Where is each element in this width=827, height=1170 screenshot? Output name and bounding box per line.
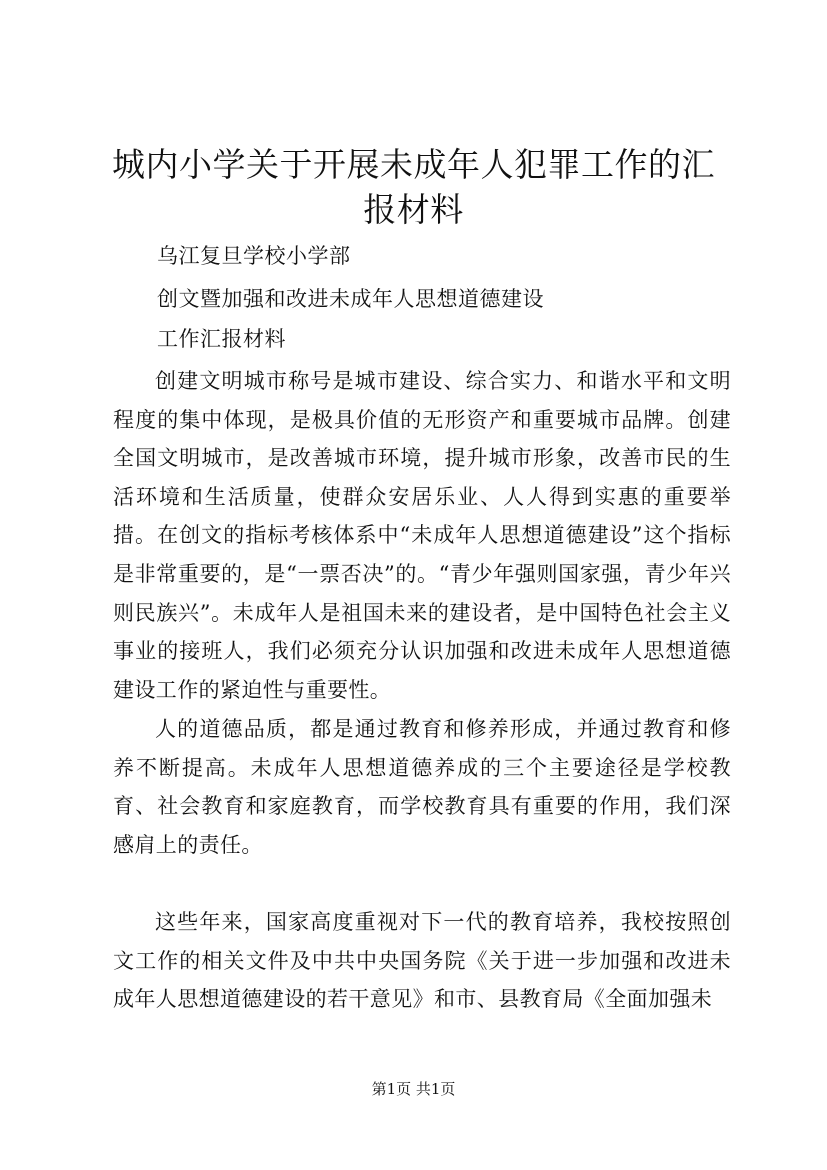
paragraph-3: 这些年来，国家高度重视对下一代的教育培养，我校按照创文工作的相关文件及中共中央国务院《关于进一步加强和改进未成年人思想道德建设的若干意见》和市、县教育局《全面加强未 — [113, 910, 731, 1012]
subtitle-line-1: 创文暨加强和改进未成年人思想道德建设 — [157, 287, 544, 311]
document-title: 城内小学关于开展未成年人犯罪工作的汇报材料 — [112, 145, 715, 229]
subtitle-line-2: 工作汇报材料 — [157, 327, 286, 351]
paragraph-1: 创建文明城市称号是城市建设、综合实力、和谐水平和文明程度的集中体现，是极具价值的无形资产和重要城市品牌。创建全国文明城市，是改善城市环境，提升城市形象，改善市民的生活环境和生活质量，使群众安居乐业、人人得到实惠的重要举措。在创文的指标考核体系中“未成年人思想道德建设”这个指标是非常重要的，是“一票否决”的。“青少年强则国家强，青少年兴则民族兴”。未成年人是祖国未来的建设者，是中国特色社会主义事业的接班人，我们必须充分认识加强和改进未成年人思想道德建设工作的紧迫性与重要性。 — [113, 369, 731, 702]
page-number-footer: 第1页 共1页 — [371, 1080, 456, 1098]
school-name: 乌江复旦学校小学部 — [157, 244, 351, 268]
paragraph-2: 人的道德品质，都是通过教育和修养形成，并通过教育和修养不断提高。未成年人思想道德养成的三个主要途径是学校教育、社会教育和家庭教育，而学校教育具有重要的作用，我们深感肩上的责任。 — [113, 717, 731, 857]
